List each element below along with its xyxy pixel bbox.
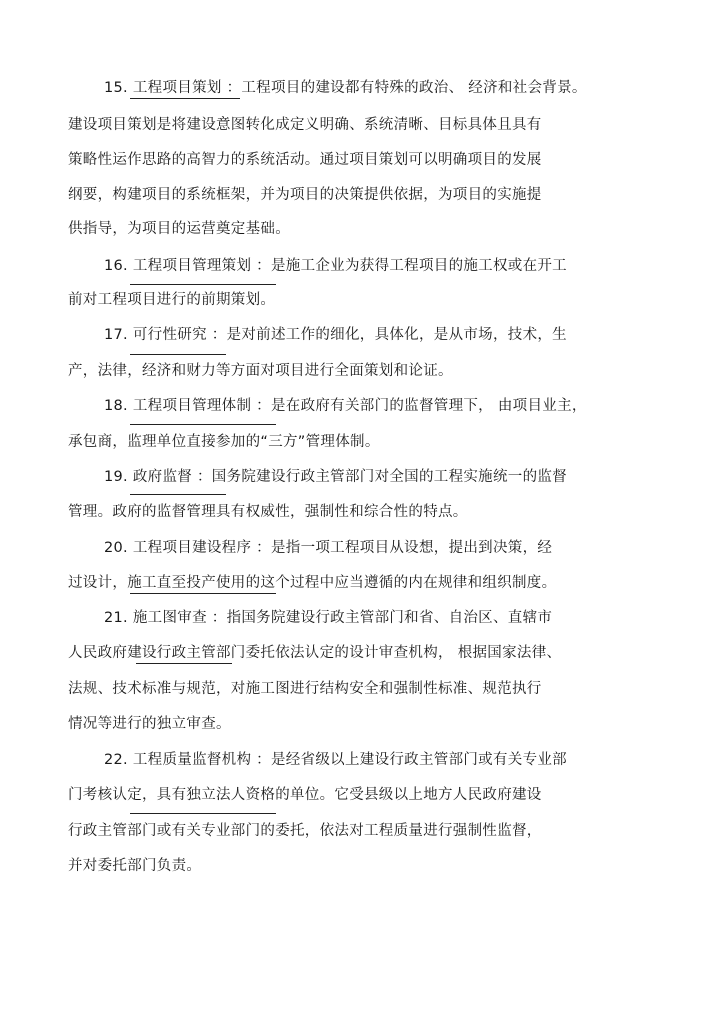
term-22-line-2: 门考核认定，具有独立法人资格的单位。它受县级以上地方人民政府建设: [68, 787, 542, 803]
term-16-line-1: 16. 工程项目管理策划 ：是施工企业为获得工程项目的施工权或在开工: [104, 258, 567, 274]
term-20-line-1: 20. 工程项目建设程序 ：是指一项工程项目从设想，提出到决策，经: [104, 540, 553, 556]
term-16-line-2: 前对工程项目进行的前期策划。: [68, 292, 276, 308]
term-22-line-4: 并对委托部门负责。: [68, 858, 202, 874]
term-16-underline: [130, 284, 276, 285]
term-22-line-3: 行政主管部门或有关专业部门的委托，依法对工程质量进行强制性监督，: [68, 823, 542, 839]
term-17-line-1: 17. 可行性研究 ：是对前述工作的细化，具体化，是从市场，技术，生: [104, 327, 567, 343]
term-15-underline: [130, 98, 240, 99]
term-21-line-1: 21. 施工图审查 ：指国务院建设行政主管部门和省、自治区、直辖市: [104, 610, 553, 626]
term-21-line-4: 情况等进行的独立审查。: [68, 716, 231, 732]
term-18-underline: [130, 424, 276, 425]
term-18-line-1: 18. 工程项目管理体制 ：是在政府有关部门的监督管理下， 由项目业主，: [104, 398, 587, 414]
term-19-underline: [130, 494, 226, 495]
term-22-line-1: 22. 工程质量监督机构 ：是经省级以上建设行政主管部门或有关专业部: [104, 752, 567, 768]
term-20-underline: [130, 593, 276, 594]
term-15-line-2: 建设项目策划是将建设意图转化成定义明确、系统清晰、目标具体且具有: [68, 117, 542, 133]
term-15-line-1: 15. 工程项目策划 ：工程项目的建设都有特殊的政治、 经济和社会背景。: [104, 80, 587, 96]
term-19-line-1: 19. 政府监督 ：国务院建设行政主管部门对全国的工程实施统一的监督: [104, 469, 567, 485]
term-15-line-5: 供指导，为项目的运营奠定基础。: [68, 221, 290, 237]
term-21-line-3: 法规、技术标准与规范，对施工图进行结构安全和强制性标准、规范执行: [68, 681, 542, 697]
term-15-line-4: 纲要，构建项目的系统框架，并为项目的决策提供依据，为项目的实施提: [68, 187, 542, 203]
term-21-line-2: 人民政府建设行政主管部门委托依法认定的设计审查机构， 根据国家法律、: [68, 645, 562, 661]
term-17-line-2: 产，法律，经济和财力等方面对项目进行全面策划和论证。: [68, 363, 453, 379]
term-18-line-2: 承包商，监理单位直接参加的“三方”管理体制。: [68, 434, 380, 450]
term-17-underline: [130, 354, 226, 355]
term-20-line-2: 过设计，施工直至投产使用的这个过程中应当遵循的内在规律和组织制度。: [68, 575, 557, 591]
term-15-line-3: 策略性运作思路的高智力的系统活动。通过项目策划可以明确项目的发展: [68, 152, 542, 168]
term-19-line-2: 管理。政府的监督管理具有权威性，强制性和综合性的特点。: [68, 504, 468, 520]
term-21-underline: [136, 663, 232, 664]
term-22-underline: [130, 813, 276, 814]
